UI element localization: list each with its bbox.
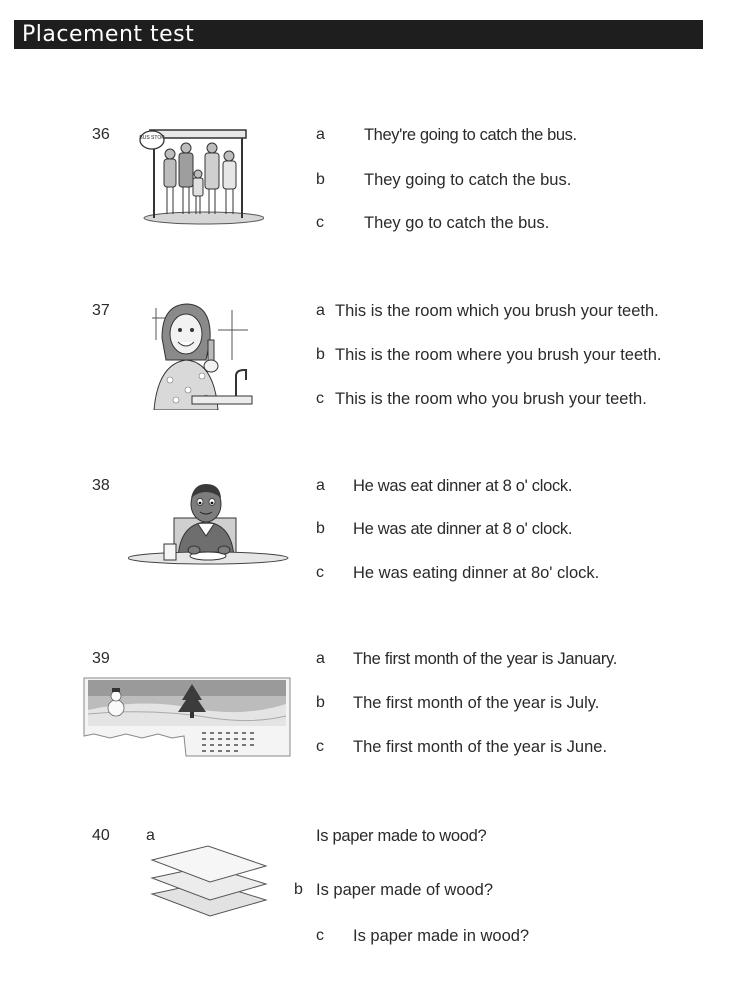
- svg-text:BUS STOP: BUS STOP: [139, 135, 165, 141]
- option-b-letter: b: [316, 520, 325, 537]
- paper-sheets-illustration: [148, 842, 268, 918]
- boy-eating-dinner-illustration: [128, 478, 290, 568]
- option-c-text[interactable]: They go to catch the bus.: [364, 214, 550, 232]
- option-c-text[interactable]: He was eating dinner at 8o' clock.: [353, 564, 600, 582]
- option-b-text[interactable]: This is the room where you brush your teeth.: [335, 346, 662, 364]
- option-b-text[interactable]: Is paper made of wood?: [316, 881, 494, 899]
- option-b-letter: b: [316, 346, 325, 363]
- option-a-letter: a: [146, 827, 155, 844]
- option-a-text[interactable]: Is paper made to wood?: [316, 827, 487, 845]
- option-c-text[interactable]: This is the room who you brush your teeth.: [335, 390, 647, 408]
- page-title: Placement test: [22, 22, 195, 47]
- option-a-letter: a: [316, 477, 325, 494]
- option-b-letter: b: [294, 881, 303, 898]
- option-a-letter: a: [316, 126, 325, 143]
- question-number: 39: [92, 650, 110, 667]
- question-number: 40: [92, 827, 110, 844]
- option-b-letter: b: [316, 694, 325, 711]
- option-c-letter: c: [316, 214, 324, 231]
- option-a-text[interactable]: This is the room which you brush your teeth.: [335, 302, 659, 320]
- question-number: 37: [92, 302, 110, 319]
- option-a-letter: a: [316, 650, 325, 667]
- option-b-text[interactable]: They going to catch the bus.: [364, 171, 572, 189]
- option-a-text[interactable]: He was eat dinner at 8 o' clock.: [353, 477, 573, 495]
- option-c-letter: c: [316, 564, 324, 581]
- option-b-letter: b: [316, 171, 325, 188]
- option-a-text[interactable]: They're going to catch the bus.: [364, 126, 577, 144]
- option-c-letter: c: [316, 927, 324, 944]
- option-b-text[interactable]: The first month of the year is July.: [353, 694, 600, 712]
- option-b-text[interactable]: He was ate dinner at 8 o' clock.: [353, 520, 573, 538]
- option-c-letter: c: [316, 738, 324, 755]
- option-c-text[interactable]: Is paper made in wood?: [353, 927, 530, 945]
- winter-calendar-illustration: [82, 674, 294, 760]
- question-number: 36: [92, 126, 110, 143]
- header-bar: [14, 20, 703, 49]
- option-c-text[interactable]: The first month of the year is June.: [353, 738, 608, 756]
- option-a-text[interactable]: The first month of the year is January.: [353, 650, 618, 668]
- bus-stop-illustration: [138, 126, 264, 226]
- question-number: 38: [92, 477, 110, 494]
- girl-brushing-teeth-illustration: [148, 300, 254, 410]
- option-a-letter: a: [316, 302, 325, 319]
- option-c-letter: c: [316, 390, 324, 407]
